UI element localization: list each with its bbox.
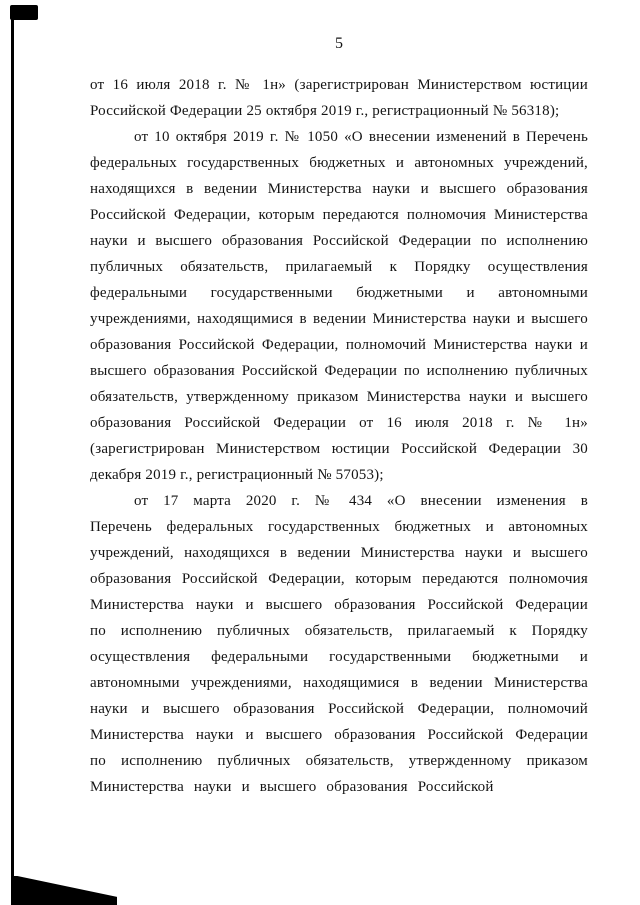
scan-artifact-bottom-left [11,876,117,905]
paragraph: от 17 марта 2020 г. № 434 «О внесении изменения в Перечень федеральных государственных бюджетных и автономных учреждений, находящихся в ведении Министерства науки и высшего образования Российской Федерации, которым передаются полномочия Министерства науки и высшего образования Российской Федерации по исполнению публичных обязательств, прилагаемый к Порядку осуществления федеральными государственными бюджетными и автономными учреждениями, находящимися в ведении Министерства науки и высшего образования Российской Федерации, полномочий Министерства науки и высшего образования Российской Федерации по исполнению публичных обязательств, утвержденному приказом Министерства науки и высшего образования Российской [90,493,588,795]
scan-artifact-left-edge [11,6,14,896]
scan-artifact-top-left [10,5,38,20]
page-number: 5 [335,35,343,52]
page-content [90,34,588,800]
paragraph: от 16 июля 2018 г. № 1н» (зарегистрирован Министерством юстиции Российской Федерации 25 октября 2019 г., регистрационный № 56318); [90,77,588,119]
paragraph: от 10 октября 2019 г. № 1050 «О внесении изменений в Перечень федеральных государственных бюджетных и автономных учреждений, находящихся в ведении Министерства науки и высшего образования Российской Федерации, которым передаются полномочия Министерства науки и высшего образования Российской Федерации по исполнению публичных обязательств, прилагаемый к Порядку осуществления федеральными государственными бюджетными и автономными учреждениями, находящимися в ведении Министерства науки и высшего образования Российской Федерации, полномочий Министерства науки и высшего образования Российской Федерации по исполнению публичных обязательств, утвержденному приказом Министерства науки и высшего образования Российской Федерации от 16 июля 2018 г. № 1н» (зарегистрирован Министерством юстиции Российской Федерации 30 декабря 2019 г., регистрационный № 57053); [90,129,588,483]
